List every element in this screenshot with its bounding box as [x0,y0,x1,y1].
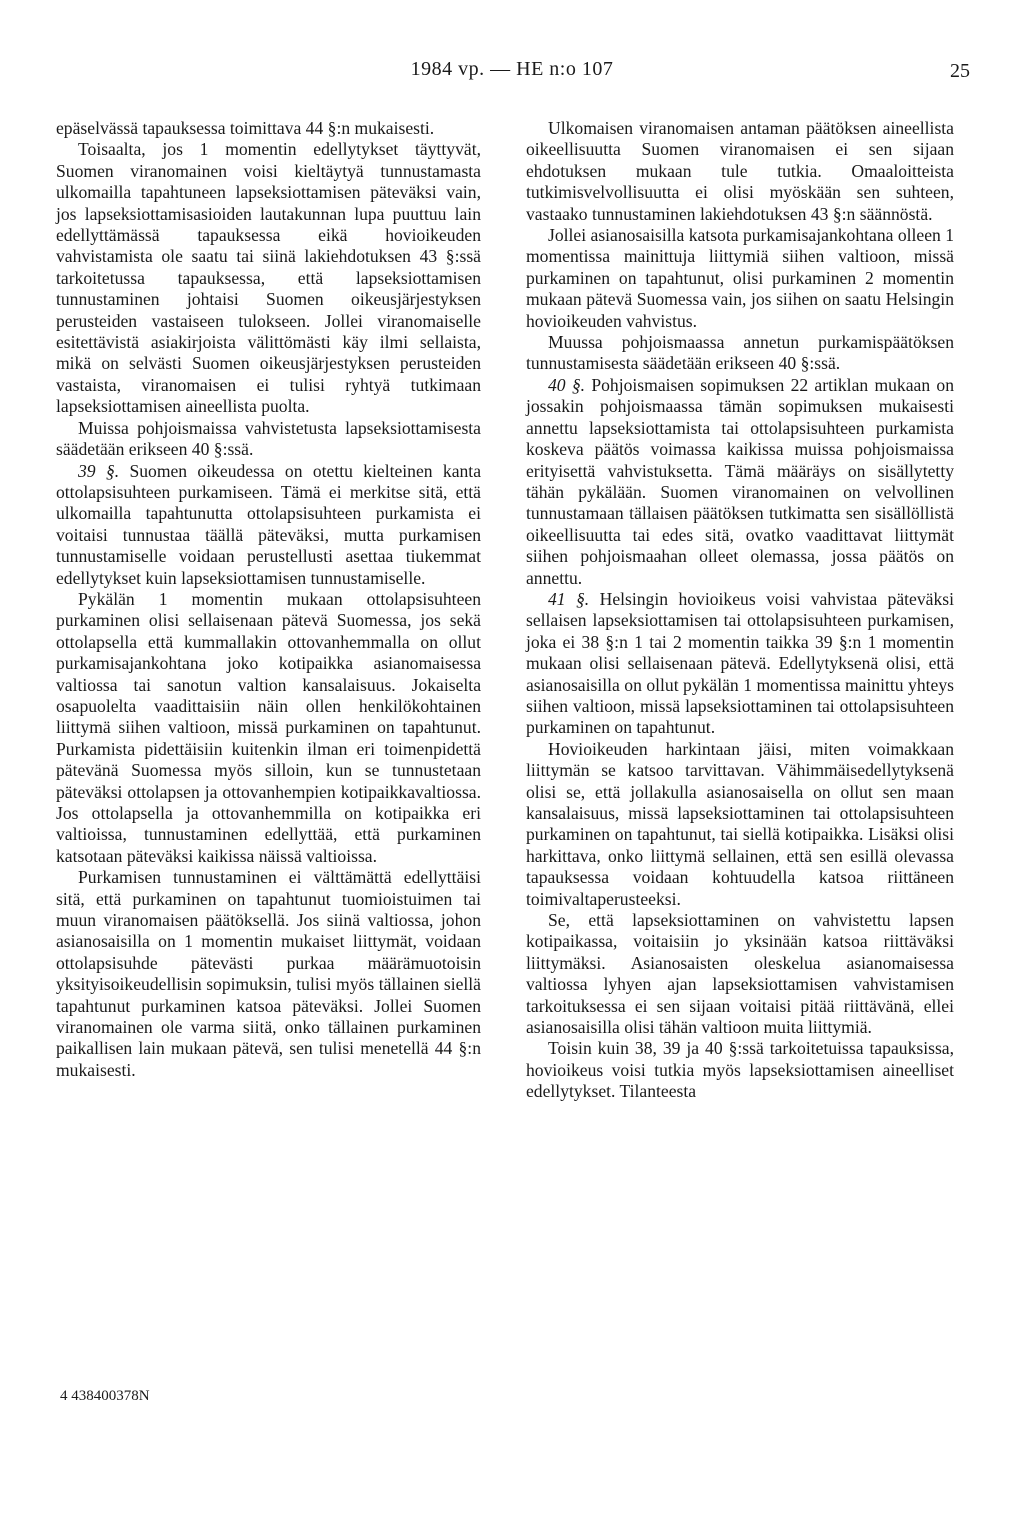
section-number: 39 §. [78,460,120,481]
paragraph [56,867,481,1081]
paragraph [526,375,954,589]
right-column [526,118,954,1103]
paragraph-text: Pykälän 1 momentin mukaan ottolapsisuhteen purkaminen olisi sellaisenaan pätevä Suomessa, jos sekä ottolapsella että kummallakin ottovanhemmalla on ollut purkamisajankohtana joko kotipaikka asianomaisessa valtiossa tai sanotun valtion kansalaisuus. Jokaiselta osapuolelta vaadittaisiin näin ollen henkilökohtainen liittymä siihen valtioon, missä purkaminen on tapahtunut. Purkamista pidettäisiin kuitenkin ilman eri toimenpidettä pätevänä Suomessa myös silloin, kun se tunnustetaan päteväksi ottolapsen ja ottovanhempien kotipaikkavaltiossa. Jos ottolapsella ja ottovanhemmilla on kotipaikka eri valtioissa, tunnustaminen edellyttää, että purkaminen katsotaan päteväksi kaikissa näissä valtioissa. [56,588,481,866]
paragraph [56,461,481,589]
section-number: 40 §. [548,374,586,395]
paragraph [56,589,481,867]
paragraph-text: Toisaalta, jos 1 momentin edellytykset täyttyvät, Suomen viranomainen voisi kieltäytyä tunnustamasta ulkomailla tapahtuneen lapseksiottamisen päteväksi vain, jos lapseksiottamisasioiden lautakunnan lupa puuttuu lain edellyttämässä tapauksessa eikä hovioikeuden vahvistamista ole saatu tai siinä lakiehdotuksen 43 §:ssä tarkoitetussa tapauksessa, että lapseksiottamisen tunnustaminen johtaisi Suomen oikeusjärjestyksen perusteiden vastaiseen tulokseen. Jollei viranomaiselle esitettävistä asiakirjoista välittömästi käy ilmi sellaista, mikä on selvästi Suomen oikeusjärjestyksen perusteiden vastaista, viranomaisen ei tulisi ryhtyä tutkimaan lapseksiottamisen aineellista puolta. [56,139,481,417]
page-header [0,58,1024,86]
section-number: 41 §. [548,588,590,609]
paragraph-text: Jollei asianosaisilla katsota purkamisajankohtana olleen 1 momentissa mainittuja liittymiä siihen valtioon, missä purkaminen on tapahtunut, olisi purkaminen 2 momentin mukaan pätevä Suomessa vain, jos siihen on saatu Helsingin hovioikeuden vahvistus. [526,225,955,331]
paragraph-text: Hovioikeuden harkintaan jäisi, miten voimakkaan liittymän se katsoo tarvittavan. Vähimmäisedellytyksenä olisi se, että jollakulla asianosaisella on ollut sen maan kansalaisuus, missä lapseksiottaminen tai ottolapsisuhteen purkaminen on tapahtunut, tai siellä kotipaikka. Lisäksi olisi harkittava, onko liittymä sellainen, että sen esillä olevassa tapauksessa voidaan kohtuudella katsoa riittäneen toimivaltaperusteeksi. [526,738,954,909]
paragraph-text: Ulkomaisen viranomaisen antaman päätöksen aineellista oikeellisuutta Suomen viranomaisen ei sen sijaan ehdotuksen mukaan tule tutkia. Omaaloitteista tutkimisvelvollisuutta ei olisi myöskään sen suhteen, vastaako tunnustaminen lakiehdotuksen 43 §:n säännöstä. [526,118,954,224]
paragraph [526,589,954,739]
page-number: 25 [950,60,970,82]
paragraph [526,225,954,332]
paragraph-text: Suomen oikeudessa on otettu kielteinen kanta ottolapsisuhteen purkamiseen. Tämä ei merkitse sitä, että ulkomailla tapahtunutta ottolapsisuhteen purkamista ei voitaisi tunnustaa täällä päteväksi, mutta purkamisen tunnustamiselle voidaan perustellusti asettaa tiukemmat edellytykset kuin lapseksiottamisen tunnustamiselle. [56,460,482,588]
paragraph [526,118,954,225]
paragraph-text: Muussa pohjoismaassa annetun purkamispäätöksen tunnustamisesta säädetään erikseen 40 §:ssä. [526,332,954,374]
paragraph-text: Pohjoismaisen sopimuksen 22 artiklan mukaan on jossakin pohjoismaassa tämän sopimuksen mukaisesti annettu lapseksiottamista tai ottolapsisuhteen purkamista koskeva päätös voimassa kaikissa muissa pohjoismaissa erityisettä vahvistuksetta. Tämä määräys on sisällytetty tähän pykälään. Suomen viranomainen on velvollinen tunnustamaan tällaisen päätöksen tutkimatta sen sisällöllistä oikeellisuutta tai edes sitä, ovatko vaadittavat liittymät siihen pohjoismaahan olleet olemassa, jossa päätös on annettu. [526,374,954,588]
paragraph-text: Purkamisen tunnustaminen ei välttämättä edellyttäisi sitä, että purkaminen on tapahtunut tuomioistuimen tai muun viranomaisen päätöksellä. Jos siinä valtiossa, johon asianosaisilla on 1 momentin mukaiset liittymät, voidaan ottolapsisuhde pätevästi purkaa määrämuotoisin yksityisoikeudellisin sopimuksin, tulisi myös tällainen siellä tapahtunut purkaminen katsoa päteväksi. Jollei Suomen viranomainen ole varma siitä, onko tällainen purkaminen paikallisen lain mukaan pätevä, sen tulisi menetellä 44 §:n mukaisesti. [56,867,481,1080]
paragraph [56,139,481,417]
paragraph [56,118,481,139]
paragraph-text: Se, että lapseksiottaminen on vahvistettu lapsen kotipaikassa, voitaisiin jo yksinään katsoa riittäväksi liittymäksi. Asianosaisten oleskelua asianomaisessa valtiossa lyhyen ajan lapseksiottamisen vahvistamisen tarkoituksessa ei sen sijaan voitaisi pitää riittävänä, ellei asianosaisilla olisi tähän valtioon muita liittymiä. [526,910,954,1038]
paragraph-text: epäselvässä tapauksessa toimittava 44 §:n mukaisesti. [56,118,435,138]
left-column [56,118,481,1081]
paragraph-text: Toisin kuin 38, 39 ja 40 §:ssä tarkoitetuissa tapauksissa, hovioikeus voisi tutkia myös lapseksiottamisen aineelliset edellytykset. Tilanteesta [526,1038,954,1102]
paragraph [526,1038,954,1102]
paragraph [526,910,954,1038]
print-code: 4 438400378N [60,1388,150,1404]
running-title: 1984 vp. — HE n:o 107 [410,58,614,80]
paragraph [526,332,954,375]
paragraph-text: Helsingin hovioikeus voisi vahvistaa päteväksi sellaisen lapseksiottamisen tai ottolapsisuhteen purkamisen, joka ei 38 §:n 1 tai 2 momentin taikka 39 §:n 1 momentin mukaan olisi sellaisenaan pätevä. Edellytyksenä olisi, että asianosaisilla on ollut pykälän 1 momentissa mainittu yhteys siihen valtioon, missä lapseksiottaminen tai ottolapsisuhteen purkaminen on tapahtunut. [526,588,954,738]
paragraph [526,739,954,910]
paragraph [56,418,481,461]
paragraph-text: Muissa pohjoismaissa vahvistetusta lapseksiottamisesta säädetään erikseen 40 §:ssä. [56,417,481,460]
